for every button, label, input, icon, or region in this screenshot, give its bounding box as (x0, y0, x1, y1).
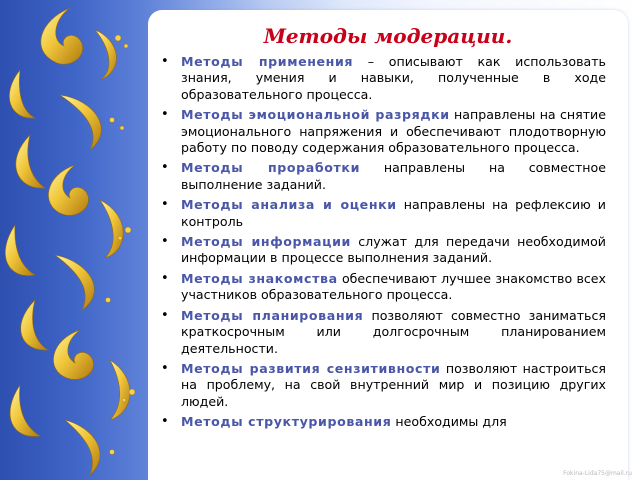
list-item (160, 54, 606, 103)
list-item (160, 308, 606, 357)
method-term: Методы эмоциональной разрядки (181, 107, 450, 123)
method-description: – описывают как использовать знания, умения и навыки, полученные в ходе образовательного процесса. (181, 54, 606, 102)
methods-list (148, 54, 628, 431)
list-item (160, 107, 606, 156)
list-item (160, 197, 606, 230)
method-description: направлены на рефлексию и контроль (181, 197, 606, 229)
method-term: Методы развития сензитивности (181, 360, 441, 376)
list-item (160, 361, 606, 410)
method-description: служат для передачи необходимой информации в процессе выполнения заданий. (181, 234, 606, 266)
bullet-icon: • (161, 307, 169, 323)
method-term: Методы знакомства (181, 270, 338, 286)
bullet-icon: • (161, 270, 169, 286)
content-card (148, 10, 628, 480)
list-item (160, 271, 606, 304)
method-term: Методы структурирования (181, 414, 392, 430)
gold-swirl-ornament-icon (0, 0, 160, 480)
bullet-icon: • (161, 107, 169, 123)
bullet-icon: • (161, 54, 169, 69)
list-item (160, 160, 606, 193)
bullet-icon: • (161, 197, 169, 213)
slide-title: Методы модерации. (263, 24, 513, 48)
method-description: направлены на совместное выполнение заданий. (181, 160, 606, 192)
method-description: позволяют совместно заниматься краткосрочным или долгосрочным планированием деятельности. (181, 307, 606, 356)
bullet-icon: • (161, 160, 169, 176)
method-term: Методы применения (181, 54, 354, 69)
method-term: Методы информации (181, 234, 351, 250)
list-item (160, 234, 606, 267)
list-item (160, 414, 606, 430)
bullet-icon: • (161, 414, 169, 430)
method-term: Методы проработки (181, 160, 360, 176)
method-description: необходимы для (391, 414, 507, 430)
bullet-icon: • (161, 234, 169, 250)
bullet-icon: • (161, 360, 169, 376)
method-term: Методы анализа и оценки (181, 197, 397, 213)
author-watermark: Fokina-Lida75@mail.ru (563, 470, 632, 477)
method-term: Методы планирования (181, 307, 364, 323)
method-description: позволяют настроиться на проблему, на свой внутренний мир и позицию других людей. (181, 360, 606, 409)
method-description: обеспечивают лучшее знакомство всех участников образовательного процесса. (181, 270, 606, 303)
method-description: направлены на снятие эмоционального напряжения и обеспечивают плодотворную работу по поводу содержания образовательного процесса. (181, 107, 606, 156)
